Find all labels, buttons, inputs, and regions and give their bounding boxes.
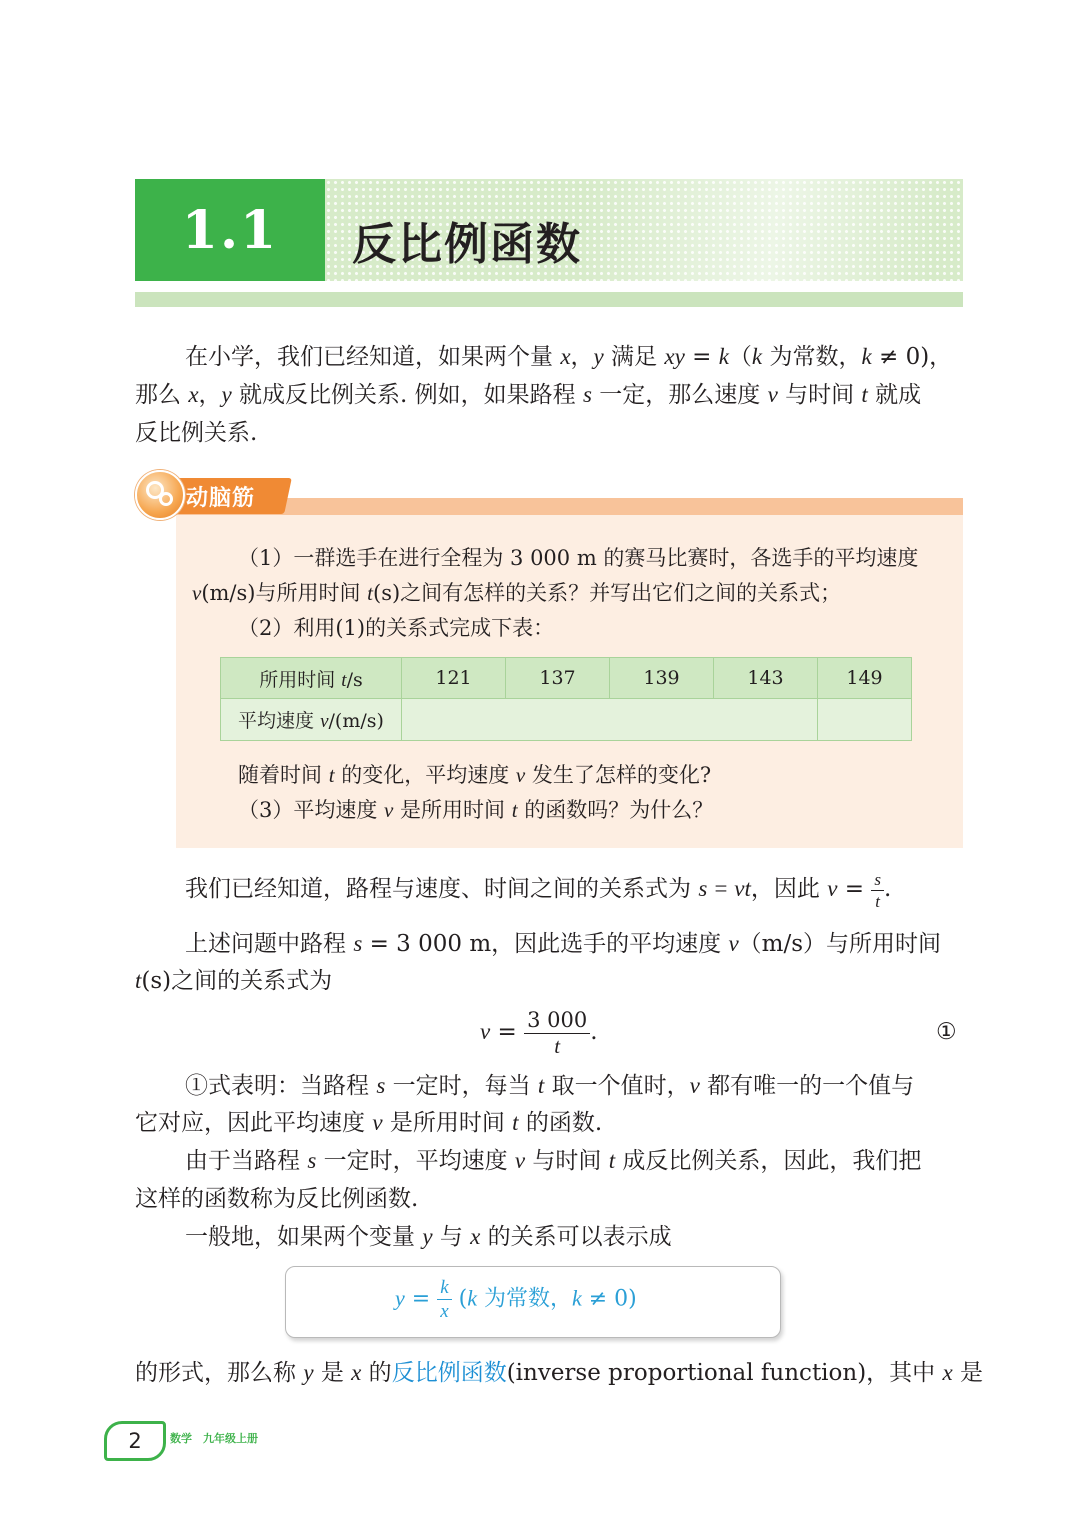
var-v: v (384, 798, 394, 822)
var-s: s (353, 931, 363, 956)
intro-line-1 (185, 338, 952, 376)
body-line-6 (185, 1142, 921, 1180)
var-t: t (341, 669, 347, 691)
var-v: v (480, 1019, 491, 1044)
text: 那么 (135, 382, 189, 408)
text: (inverse proportional function)，其中 (506, 1360, 943, 1386)
section-number: 1.1 (135, 179, 325, 281)
intro-line-2 (135, 376, 921, 414)
table-header-time (221, 658, 402, 699)
var-v: v (689, 1073, 700, 1098)
table-cell: 149 (818, 658, 912, 699)
var-t: t (511, 798, 518, 822)
text: 一定，那么速度 (591, 382, 768, 408)
text: 随着时间 (238, 763, 329, 787)
denominator: x (440, 1301, 449, 1322)
think-q3 (238, 793, 713, 827)
var-v: v (827, 876, 838, 901)
gears-icon (135, 470, 185, 520)
text: 的 (361, 1360, 392, 1386)
fraction-3000-over-t (524, 1007, 590, 1058)
var-y: y (303, 1360, 314, 1385)
text: 的函数吗？为什么？ (517, 798, 714, 822)
var-t: t (135, 968, 142, 993)
var-x: x (942, 1360, 953, 1385)
text: /(m/s) (328, 710, 384, 732)
text: 成反比例关系，因此，我们把 (615, 1148, 922, 1174)
text: 为常数， (762, 344, 862, 370)
equation-1 (480, 1004, 598, 1060)
text: ≠ 0)， (871, 344, 953, 370)
var-v: v (192, 581, 202, 605)
body-line-4 (185, 1067, 914, 1105)
text: . (590, 1019, 598, 1045)
text: 满足 (603, 344, 665, 370)
var-x: x (188, 382, 199, 407)
text: 的形式，那么称 (135, 1360, 304, 1386)
text: 平均速度 (238, 710, 321, 732)
text: 就成 (867, 382, 922, 408)
text: 是所用时间 (393, 798, 512, 822)
var-x: x (351, 1360, 362, 1385)
section-divider (135, 292, 963, 307)
think-q2: （2）利用(1)的关系式完成下表： (238, 616, 555, 640)
table-cell: 137 (506, 658, 610, 699)
table-header-speed (221, 699, 402, 741)
var-s: s (583, 382, 592, 407)
text: 一定时，平均速度 (316, 1148, 515, 1174)
text: = 3 000 m，因此选手的平均速度 (362, 931, 729, 957)
fraction-s-over-t (871, 871, 884, 910)
text: (s)之间有怎样的关系？并写出它们之间的关系式； (373, 581, 842, 605)
text: 为常数， (476, 1286, 572, 1312)
text: 所用时间 (259, 668, 342, 691)
text: ①式表明：当路程 (185, 1073, 377, 1099)
text: = (404, 1286, 438, 1312)
text: (s)之间的关系式为 (141, 968, 333, 994)
body-line-7: 这样的函数称为反比例函数. (135, 1186, 419, 1212)
section-title: 反比例函数 (352, 219, 582, 270)
text: 一般地，如果两个变量 (185, 1224, 423, 1250)
var-k: k (751, 344, 763, 369)
numerator: s (871, 871, 884, 891)
text: 就成反比例关系. 例如，如果路程 (231, 382, 583, 408)
key-term: 反比例函数 (391, 1360, 507, 1386)
numerator: 3 000 (524, 1010, 590, 1034)
text: 发生了怎样的变化? (525, 763, 712, 787)
think-label: 动脑筋 (186, 486, 256, 511)
body-line-1 (185, 870, 891, 910)
text: ， (198, 382, 222, 408)
var-y: y (422, 1224, 433, 1249)
text: = (684, 344, 719, 370)
equation-marker: ① (936, 1019, 957, 1045)
var-s: s (307, 1148, 317, 1173)
table-row-speed (221, 699, 912, 741)
var-y: y (593, 344, 604, 369)
text: (m/s)与所用时间 (201, 581, 368, 605)
text: 我们已经知道，路程与速度、时间之间的关系式为 (185, 876, 699, 902)
text: 是 (952, 1360, 984, 1386)
text: 由于当路程 (185, 1148, 308, 1174)
table-cell: 121 (402, 658, 506, 699)
var-y: y (395, 1285, 405, 1311)
var-k: k (571, 1285, 582, 1311)
denominator: t (875, 891, 880, 911)
body-line-2 (185, 925, 941, 963)
text: （m/s）与所用时间 (738, 931, 942, 957)
var-y: y (221, 382, 232, 407)
text: 的关系可以表示成 (480, 1224, 672, 1250)
text: ， (570, 344, 594, 370)
var-v: v (372, 1110, 383, 1135)
text: 是 (313, 1360, 352, 1386)
text: ，因此 (750, 876, 828, 902)
body-line-3 (135, 962, 332, 1000)
text: /s (346, 668, 363, 691)
var-k: k (718, 344, 729, 369)
var-t: t (328, 763, 335, 787)
numerator: k (437, 1278, 451, 1300)
var-x: x (560, 344, 571, 369)
text: 都有唯一的一个值与 (699, 1073, 915, 1099)
var-xy: xy (664, 344, 685, 369)
denominator: t (554, 1033, 561, 1058)
var-t: t (367, 581, 373, 605)
text: 与时间 (525, 1148, 609, 1174)
text: 与时间 (777, 382, 862, 408)
var-k: k (467, 1285, 477, 1311)
body-line-5 (135, 1104, 602, 1142)
body-line-8 (185, 1218, 672, 1256)
var-v: v (515, 763, 526, 787)
page-number: 2 (128, 1429, 142, 1453)
formula-s-vt: s = vt (698, 876, 751, 901)
text: 是所用时间 (382, 1110, 513, 1136)
body-line-9 (135, 1354, 983, 1392)
var-t: t (537, 1073, 545, 1098)
text: 一定时，每当 (385, 1073, 538, 1099)
var-x: x (470, 1224, 481, 1249)
think-q1-line-1: （1）一群选手在进行全程为 3 000 m 的赛马比赛时，各选手的平均速度 (238, 546, 919, 570)
var-t: t (861, 382, 868, 407)
text: 上述问题中路程 (185, 931, 354, 957)
var-s: s (376, 1073, 386, 1098)
text: = (490, 1019, 525, 1045)
intro-line-3: 反比例关系. (135, 420, 258, 446)
text: 在小学，我们已经知道，如果两个量 (185, 344, 561, 370)
var-t: t (608, 1148, 616, 1173)
var-v: v (767, 382, 778, 407)
definition-formula (395, 1278, 637, 1321)
text: 它对应，因此平均速度 (135, 1110, 373, 1136)
table-cell: 143 (714, 658, 818, 699)
text: 取一个值时， (544, 1073, 690, 1099)
text: （ (728, 344, 752, 370)
text: ( (451, 1286, 468, 1312)
fraction-k-over-x (437, 1278, 451, 1321)
var-k: k (861, 344, 872, 369)
var-v: v (320, 711, 329, 732)
var-v: v (728, 931, 739, 956)
table-cell-empty (818, 699, 912, 741)
text: 与 (432, 1224, 471, 1250)
text: 的函数. (518, 1110, 603, 1136)
table-cell-empty (402, 699, 818, 741)
think-q2-followup (238, 758, 711, 792)
think-box-header-bar (168, 498, 963, 515)
think-q1-line-2 (192, 576, 841, 610)
book-title: 数学 九年级上册 (170, 1432, 258, 1445)
text: 的变化，平均速度 (334, 763, 516, 787)
text: . (883, 876, 892, 902)
var-v: v (514, 1148, 526, 1173)
var-t: t (512, 1110, 519, 1135)
table-cell: 139 (610, 658, 714, 699)
text: ≠ 0) (581, 1286, 637, 1312)
data-table (220, 657, 912, 741)
table-row-time (221, 658, 912, 699)
text: （3）平均速度 (238, 798, 385, 822)
text: = (837, 876, 872, 902)
